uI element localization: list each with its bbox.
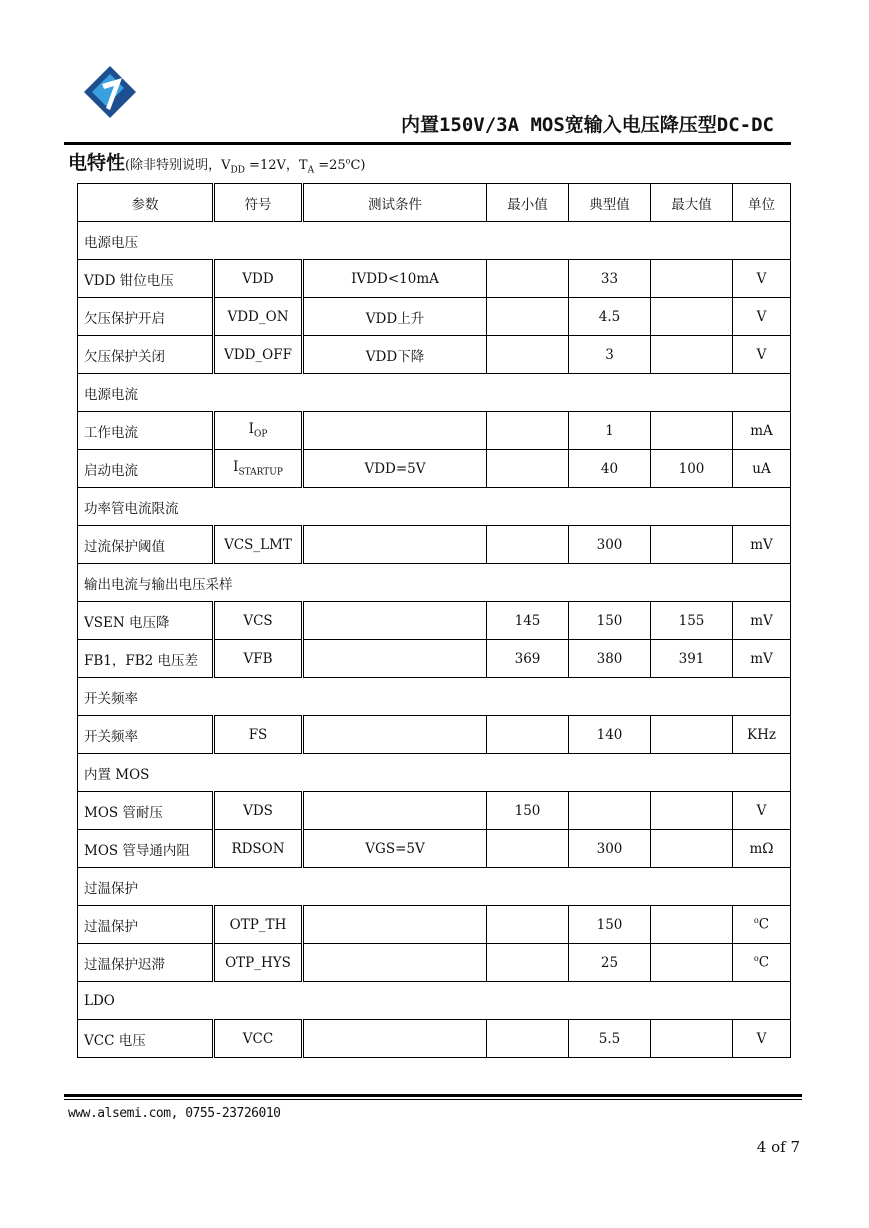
max-cell: [651, 412, 733, 450]
group-title: 电源电流: [78, 374, 791, 412]
table-row: [78, 1020, 791, 1058]
symbol-text: VCS_LMT: [224, 536, 292, 553]
degree-symbol: o: [753, 954, 759, 964]
group-title: 内置 MOS: [78, 754, 791, 792]
param-cell: 欠压保护关闭: [78, 336, 214, 374]
typ-cell: 140: [569, 716, 651, 754]
typ-cell: 4.5: [569, 298, 651, 336]
unit-text: mV: [750, 536, 773, 553]
unit-text: C: [758, 916, 770, 933]
min-cell: [487, 336, 569, 374]
table-row: [78, 450, 791, 488]
table-header-row: [78, 184, 791, 222]
table-row: [78, 792, 791, 830]
typ-cell: 25: [569, 944, 651, 982]
param-cell: 过温保护: [78, 906, 214, 944]
symbol-text: OTP_TH: [229, 916, 287, 933]
typ-cell: 150: [569, 906, 651, 944]
ta-subscript: A: [307, 165, 315, 176]
unit-text: mV: [750, 650, 773, 667]
typ-cell: 380: [569, 640, 651, 678]
table-row: [78, 716, 791, 754]
symbol-cell: [214, 602, 303, 640]
symbol-text: VFB: [243, 650, 273, 667]
max-cell: [651, 260, 733, 298]
param-cell: 欠压保护开启: [78, 298, 214, 336]
unit-cell: [733, 260, 791, 298]
symbol-text: OTP_HYS: [225, 954, 291, 971]
typ-cell: 33: [569, 260, 651, 298]
min-cell: [487, 830, 569, 868]
max-cell: 155: [651, 602, 733, 640]
symbol-cell: [214, 260, 303, 298]
table-row: [78, 412, 791, 450]
symbol-text: VCC: [242, 1030, 274, 1047]
max-cell: [651, 526, 733, 564]
symbol-cell: [214, 298, 303, 336]
unit-text: C: [758, 954, 770, 971]
table-row: [78, 260, 791, 298]
unit-text: V: [756, 270, 767, 287]
max-cell: [651, 336, 733, 374]
symbol-cell: [214, 640, 303, 678]
unit-cell: [733, 830, 791, 868]
condition-cell: VDD上升: [303, 298, 487, 336]
typ-cell: 3: [569, 336, 651, 374]
unit-cell: [733, 526, 791, 564]
max-cell: 391: [651, 640, 733, 678]
ta-value: =25: [314, 158, 346, 173]
condition-cell: [303, 1020, 487, 1058]
group-row: [78, 564, 791, 602]
table-row: [78, 640, 791, 678]
group-row: [78, 754, 791, 792]
column-header: 最大值: [651, 184, 733, 222]
param-cell: VCC 电压: [78, 1020, 214, 1058]
symbol-text: I: [233, 459, 239, 476]
unit-cell: [733, 298, 791, 336]
max-cell: [651, 792, 733, 830]
condition-prefix: (除非特别说明，V: [125, 158, 231, 173]
symbol-text: VDD_OFF: [224, 346, 292, 363]
min-cell: [487, 412, 569, 450]
condition-cell: VDD=5V: [303, 450, 487, 488]
param-cell: MOS 管导通内阻: [78, 830, 214, 868]
group-title: 输出电流与输出电压采样: [78, 564, 791, 602]
max-cell: [651, 1020, 733, 1058]
typ-cell: 1: [569, 412, 651, 450]
symbol-cell: [214, 830, 303, 868]
page-number: 4 of 7: [756, 1138, 800, 1156]
unit-cell: [733, 602, 791, 640]
condition-cell: [303, 944, 487, 982]
unit-cell: [733, 412, 791, 450]
group-row: [78, 488, 791, 526]
symbol-cell: [214, 1020, 303, 1058]
condition-cell: [303, 792, 487, 830]
unit-cell: [733, 640, 791, 678]
typ-cell: 300: [569, 526, 651, 564]
condition-cell: [303, 906, 487, 944]
param-cell: 开关频率: [78, 716, 214, 754]
min-cell: [487, 450, 569, 488]
condition-cell: IVDD<10mA: [303, 260, 487, 298]
group-title: 过温保护: [78, 868, 791, 906]
group-row: [78, 982, 791, 1020]
unit-cell: [733, 906, 791, 944]
condition-suffix: C): [350, 158, 366, 173]
degree-symbol: o: [345, 156, 351, 166]
unit-text: V: [756, 1030, 767, 1047]
max-cell: [651, 906, 733, 944]
column-header: 测试条件: [303, 184, 487, 222]
typ-cell: [569, 792, 651, 830]
min-cell: [487, 944, 569, 982]
max-cell: [651, 944, 733, 982]
table-row: [78, 944, 791, 982]
condition-cell: [303, 526, 487, 564]
condition-cell: [303, 640, 487, 678]
symbol-cell: [214, 792, 303, 830]
symbol-cell: [214, 450, 303, 488]
symbol-text: VDD_ON: [227, 308, 289, 325]
max-cell: 100: [651, 450, 733, 488]
column-header: 最小值: [487, 184, 569, 222]
symbol-text: VCS: [243, 612, 273, 629]
symbol-cell: [214, 716, 303, 754]
table-row: [78, 526, 791, 564]
group-row: [78, 222, 791, 260]
table-row: [78, 830, 791, 868]
unit-cell: [733, 716, 791, 754]
group-title: 电源电压: [78, 222, 791, 260]
min-cell: 369: [487, 640, 569, 678]
section-title: 电特性: [68, 152, 126, 174]
condition-cell: [303, 412, 487, 450]
min-cell: [487, 298, 569, 336]
unit-text: mA: [750, 422, 773, 439]
symbol-text: VDD: [242, 270, 274, 287]
param-cell: 过流保护阈值: [78, 526, 214, 564]
unit-text: V: [756, 308, 767, 325]
document-title: 内置150V/3A MOS宽输入电压降压型DC-DC: [400, 114, 774, 136]
typ-cell: 5.5: [569, 1020, 651, 1058]
unit-cell: [733, 944, 791, 982]
table-row: [78, 298, 791, 336]
unit-cell: [733, 336, 791, 374]
condition-cell: VGS=5V: [303, 830, 487, 868]
group-row: [78, 868, 791, 906]
footer-rule-thick: [64, 1094, 802, 1097]
symbol-text: RDSON: [231, 840, 285, 857]
section-heading: [68, 148, 366, 176]
symbol-cell: [214, 944, 303, 982]
company-logo: [80, 62, 140, 120]
unit-text: uA: [752, 460, 771, 477]
column-header: 典型值: [569, 184, 651, 222]
symbol-cell: [214, 336, 303, 374]
param-cell: VDD 钳位电压: [78, 260, 214, 298]
min-cell: [487, 260, 569, 298]
symbol-text: FS: [248, 726, 268, 743]
max-cell: [651, 716, 733, 754]
min-cell: [487, 716, 569, 754]
header-rule: [64, 142, 791, 145]
symbol-cell: [214, 906, 303, 944]
table-row: [78, 906, 791, 944]
max-cell: [651, 830, 733, 868]
min-cell: [487, 1020, 569, 1058]
unit-cell: [733, 450, 791, 488]
unit-cell: [733, 1020, 791, 1058]
typ-cell: 40: [569, 450, 651, 488]
param-cell: 启动电流: [78, 450, 214, 488]
table-row: [78, 336, 791, 374]
symbol-subscript: STARTUP: [238, 467, 283, 478]
column-header: 符号: [214, 184, 303, 222]
param-cell: MOS 管耐压: [78, 792, 214, 830]
unit-cell: [733, 792, 791, 830]
symbol-cell: [214, 526, 303, 564]
min-cell: [487, 906, 569, 944]
condition-cell: [303, 716, 487, 754]
footer-contact: www.alsemi.com, 0755-23726010: [68, 1106, 281, 1121]
unit-text: V: [756, 802, 767, 819]
typ-cell: 300: [569, 830, 651, 868]
vdd-value: =12V，T: [244, 158, 308, 173]
column-header: 参数: [78, 184, 214, 222]
degree-symbol: o: [753, 916, 759, 926]
vdd-subscript: DD: [230, 165, 245, 176]
footer-rule-thin: [64, 1099, 802, 1100]
table-row: [78, 602, 791, 640]
min-cell: 145: [487, 602, 569, 640]
group-row: [78, 374, 791, 412]
condition-cell: [303, 602, 487, 640]
electrical-characteristics-table: [77, 183, 791, 1058]
column-header: 单位: [733, 184, 791, 222]
symbol-text: I: [248, 421, 254, 438]
min-cell: [487, 526, 569, 564]
typ-cell: 150: [569, 602, 651, 640]
param-cell: FB1，FB2 电压差: [78, 640, 214, 678]
condition-cell: VDD下降: [303, 336, 487, 374]
param-cell: VSEN 电压降: [78, 602, 214, 640]
group-title: 开关频率: [78, 678, 791, 716]
symbol-cell: [214, 412, 303, 450]
unit-text: mΩ: [749, 840, 774, 857]
param-cell: 过温保护迟滞: [78, 944, 214, 982]
symbol-subscript: OP: [253, 429, 268, 440]
max-cell: [651, 298, 733, 336]
symbol-text: VDS: [243, 802, 273, 819]
unit-text: V: [756, 346, 767, 363]
param-cell: 工作电流: [78, 412, 214, 450]
unit-text: mV: [750, 612, 773, 629]
group-row: [78, 678, 791, 716]
unit-text: KHz: [747, 726, 776, 743]
group-title: 功率管电流限流: [78, 488, 791, 526]
group-title: LDO: [78, 982, 791, 1020]
min-cell: 150: [487, 792, 569, 830]
